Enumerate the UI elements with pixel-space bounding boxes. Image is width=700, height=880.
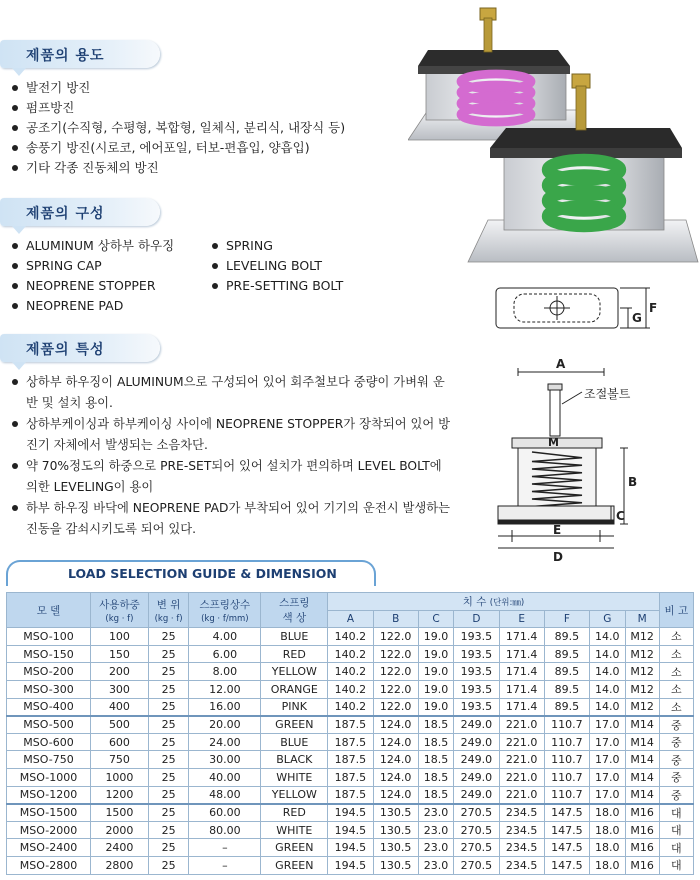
table-cell: M14 [625,768,659,786]
usage-item: 펌프방진 [12,98,345,118]
table-cell: 221.0 [499,733,544,751]
table-cell: 122.0 [373,645,418,663]
table-cell: 14.0 [590,645,626,663]
composition-item: NEOPRENE STOPPER [12,276,174,296]
product-photo [408,0,700,270]
table-cell: M16 [625,856,659,874]
table-cell: 150 [91,645,149,663]
table-cell: 234.5 [499,804,544,822]
table-cell: 23.0 [418,839,454,857]
table-cell: 171.4 [499,663,544,681]
table-cell: 187.5 [328,786,373,804]
table-cell: 300 [91,680,149,698]
table-cell: M14 [625,786,659,804]
th-model: 모 델 [7,593,91,628]
table-cell: 14.0 [590,663,626,681]
table-cell: 대 [659,821,693,839]
table-cell: 221.0 [499,786,544,804]
usage-item: 발전기 방진 [12,78,345,98]
table-cell: 140.2 [328,645,373,663]
table-cell: 17.0 [590,733,626,751]
load-guide-title: LOAD SELECTION GUIDE & DIMENSION [68,566,337,581]
table-cell: 중 [659,716,693,734]
table-cell: 249.0 [454,716,499,734]
features-list [12,372,452,540]
table-cell: MSO-1200 [7,786,91,804]
table-cell: 23.0 [418,821,454,839]
table-cell: 130.5 [373,856,418,874]
table-cell: 171.4 [499,645,544,663]
table-cell: 110.7 [544,716,589,734]
table-cell: 25 [148,856,188,874]
table-cell: 25 [148,680,188,698]
table-cell: 대 [659,839,693,857]
table-cell: 140.2 [328,698,373,716]
table-cell: 193.5 [454,663,499,681]
composition-item: ALUMINUM 상하부 하우징 [12,236,174,256]
table-row [7,645,694,663]
table-cell: YELLOW [261,786,328,804]
table-cell: 234.5 [499,839,544,857]
label-b: B [628,475,638,489]
table-cell: 249.0 [454,786,499,804]
table-cell: BLUE [261,628,328,646]
table-cell: M16 [625,804,659,822]
table-cell: 193.5 [454,645,499,663]
table-cell: 25 [148,751,188,769]
table-cell: 25 [148,786,188,804]
table-cell: 500 [91,716,149,734]
table-cell: 중 [659,768,693,786]
table-cell: 18.5 [418,751,454,769]
table-cell: 24.00 [189,733,261,751]
th-load: 사용하중 (kg · f) [91,593,149,628]
table-cell: 124.0 [373,733,418,751]
table-cell: 110.7 [544,768,589,786]
table-cell: MSO-300 [7,680,91,698]
table-cell: RED [261,804,328,822]
table-cell: 249.0 [454,751,499,769]
table-cell: 대 [659,804,693,822]
table-cell: 124.0 [373,768,418,786]
th-spring-const: 스프링상수 (kg · f/mm) [189,593,261,628]
table-row [7,768,694,786]
table-cell: 소 [659,663,693,681]
table-cell: 19.0 [418,663,454,681]
table-cell: M14 [625,751,659,769]
usage-list [12,78,345,178]
table-cell: 249.0 [454,733,499,751]
table-cell: 48.00 [189,786,261,804]
table-row [7,856,694,874]
label-f: F [649,301,658,315]
table-cell: 147.5 [544,839,589,857]
table-cell: WHITE [261,821,328,839]
table-cell: 17.0 [590,716,626,734]
table-cell: 18.0 [590,856,626,874]
table-cell: 2800 [91,856,149,874]
table-cell: 4.00 [189,628,261,646]
table-cell: PINK [261,698,328,716]
table-cell: 140.2 [328,663,373,681]
label-e: E [553,523,562,537]
table-cell: 23.0 [418,856,454,874]
composition-list-left [12,236,174,316]
table-cell: 17.0 [590,751,626,769]
table-row [7,751,694,769]
table-cell: 89.5 [544,645,589,663]
table-cell: 60.00 [189,804,261,822]
table-cell: 중 [659,786,693,804]
table-cell: MSO-2800 [7,856,91,874]
th-dim-e: E [499,610,544,628]
table-cell: MSO-400 [7,698,91,716]
table-cell: 187.5 [328,751,373,769]
table-cell: M12 [625,663,659,681]
table-cell: 147.5 [544,804,589,822]
table-cell: 30.00 [189,751,261,769]
table-cell: MSO-100 [7,628,91,646]
table-cell: 18.0 [590,821,626,839]
table-cell: 130.5 [373,839,418,857]
table-cell: 1200 [91,786,149,804]
section-header-usage [0,40,160,68]
table-cell: 193.5 [454,628,499,646]
table-cell: MSO-750 [7,751,91,769]
table-cell: 122.0 [373,663,418,681]
composition-item: PRE-SETTING BOLT [212,276,343,296]
table-cell: 18.0 [590,839,626,857]
table-cell: 12.00 [189,680,261,698]
table-cell: 122.0 [373,698,418,716]
table-cell: 18.5 [418,786,454,804]
table-cell: 중 [659,733,693,751]
table-cell: 8.00 [189,663,261,681]
load-guide-header [6,560,376,586]
table-cell: 19.0 [418,698,454,716]
table-cell: 270.5 [454,856,499,874]
table-cell: 25 [148,768,188,786]
table-cell: 16.00 [189,698,261,716]
table-cell: 89.5 [544,680,589,698]
table-cell: – [189,856,261,874]
table-cell: 124.0 [373,716,418,734]
table-cell: 171.4 [499,680,544,698]
table-cell: MSO-150 [7,645,91,663]
feature-item: 상하부케이싱과 하부케이싱 사이에 NEOPRENE STOPPER가 장착되어 있어 방진기 자체에서 발생되는 소음차단. [12,414,452,456]
table-cell: 147.5 [544,856,589,874]
th-dim-d: D [454,610,499,628]
table-cell: RED [261,645,328,663]
table-cell: MSO-600 [7,733,91,751]
section-header-features [0,334,160,362]
table-cell: MSO-1000 [7,768,91,786]
table-cell: 600 [91,733,149,751]
table-cell: 14.0 [590,698,626,716]
th-dim-b: B [373,610,418,628]
th-remark: 비 고 [659,593,693,628]
table-cell: WHITE [261,768,328,786]
table-cell: M14 [625,733,659,751]
mount-back [408,8,588,140]
table-cell: M12 [625,698,659,716]
table-cell: 110.7 [544,733,589,751]
label-d: D [553,550,563,564]
table-cell: 19.0 [418,680,454,698]
table-cell: – [189,839,261,857]
load-selection-table [6,592,694,875]
table-cell: 187.5 [328,716,373,734]
table-cell: 221.0 [499,751,544,769]
table-row [7,716,694,734]
composition-item: LEVELING BOLT [212,256,343,276]
table-cell: 25 [148,804,188,822]
table-cell: 6.00 [189,645,261,663]
table-cell: 소 [659,645,693,663]
table-cell: 750 [91,751,149,769]
table-row [7,821,694,839]
table-cell: BLACK [261,751,328,769]
th-dims: 치 수 (단위:㎜) [328,593,659,611]
table-cell: 14.0 [590,628,626,646]
table-cell: 25 [148,821,188,839]
table-cell: 18.0 [590,804,626,822]
table-cell: 1500 [91,804,149,822]
table-row [7,839,694,857]
table-cell: 25 [148,733,188,751]
table-cell: 18.5 [418,716,454,734]
table-cell: 234.5 [499,821,544,839]
table-cell: 소 [659,628,693,646]
label-g: G [632,311,642,325]
usage-item: 공조기(수직형, 수평형, 복합형, 일체식, 분리식, 내장식 등) [12,118,345,138]
th-dim-g: G [590,610,626,628]
table-cell: 25 [148,645,188,663]
table-cell: GREEN [261,716,328,734]
table-row [7,804,694,822]
table-cell: 193.5 [454,698,499,716]
usage-item: 기타 각종 진동체의 방진 [12,158,345,178]
feature-item: 상하부 하우징이 ALUMINUM으로 구성되어 있어 회주철보다 중량이 가벼워 운반 및 설치 용이. [12,372,452,414]
table-cell: 25 [148,716,188,734]
table-cell: 1000 [91,768,149,786]
label-a: A [556,357,566,371]
table-cell: M16 [625,821,659,839]
table-cell: 17.0 [590,768,626,786]
label-m: M [548,436,559,449]
table-cell: M16 [625,839,659,857]
table-cell: 221.0 [499,716,544,734]
label-c: C [616,509,625,523]
th-dim-c: C [418,610,454,628]
table-cell: 18.5 [418,733,454,751]
table-cell: 270.5 [454,804,499,822]
table-cell: 100 [91,628,149,646]
th-deflection: 변 위 (kg · f) [148,593,188,628]
table-cell: 89.5 [544,698,589,716]
composition-list-right [212,236,343,296]
label-callout: 조절볼트 [584,387,631,401]
table-cell: 2400 [91,839,149,857]
table-cell: 80.00 [189,821,261,839]
table-row [7,733,694,751]
table-cell: 400 [91,698,149,716]
dimension-diagram [478,280,700,565]
table-cell: 140.2 [328,680,373,698]
table-cell: 소 [659,680,693,698]
table-cell: 14.0 [590,680,626,698]
table-cell: GREEN [261,839,328,857]
table-cell: 110.7 [544,751,589,769]
table-cell: 200 [91,663,149,681]
table-cell: 25 [148,698,188,716]
table-cell: 124.0 [373,751,418,769]
table-cell: 194.5 [328,804,373,822]
table-cell: MSO-500 [7,716,91,734]
table-cell: 270.5 [454,839,499,857]
table-row [7,680,694,698]
table-cell: 194.5 [328,839,373,857]
table-cell: 187.5 [328,768,373,786]
table-cell: 270.5 [454,821,499,839]
table-cell: 122.0 [373,628,418,646]
table-cell: M12 [625,680,659,698]
table-cell: GREEN [261,856,328,874]
table-cell: 122.0 [373,680,418,698]
table-cell: 중 [659,751,693,769]
section-title-usage: 제품의 용도 [26,48,105,64]
table-cell: 19.0 [418,645,454,663]
table-cell: 25 [148,839,188,857]
section-title-composition: 제품의 구성 [26,206,105,222]
composition-item: NEOPRENE PAD [12,296,174,316]
th-spring-color: 스프링 색 상 [261,593,328,628]
table-cell: 19.0 [418,628,454,646]
table-cell: YELLOW [261,663,328,681]
table-cell: 2000 [91,821,149,839]
table-cell: 20.00 [189,716,261,734]
table-row [7,698,694,716]
table-cell: 124.0 [373,786,418,804]
table-cell: 130.5 [373,821,418,839]
table-cell: 147.5 [544,821,589,839]
table-cell: 25 [148,628,188,646]
table-cell: BLUE [261,733,328,751]
table-cell: 110.7 [544,786,589,804]
table-cell: 187.5 [328,733,373,751]
section-title-features: 제품의 특성 [26,342,105,358]
table-cell: 171.4 [499,698,544,716]
table-cell: 221.0 [499,768,544,786]
feature-item: 약 70%정도의 하중으로 PRE-SET되어 있어 설치가 편의하며 LEVEL BOLT에 의한 LEVELING이 용이 [12,456,452,498]
table-cell: 140.2 [328,628,373,646]
table-cell: MSO-2000 [7,821,91,839]
table-cell: M12 [625,645,659,663]
table-cell: 130.5 [373,804,418,822]
composition-item: SPRING [212,236,343,256]
table-cell: MSO-1500 [7,804,91,822]
table-cell: ORANGE [261,680,328,698]
th-dim-a: A [328,610,373,628]
table-cell: 25 [148,663,188,681]
table-cell: 40.00 [189,768,261,786]
table-cell: M14 [625,716,659,734]
table-cell: MSO-200 [7,663,91,681]
table-cell: 234.5 [499,856,544,874]
usage-item: 송풍기 방진(시로코, 에어포일, 터보-편흡입, 양흡입) [12,138,345,158]
table-cell: 89.5 [544,628,589,646]
table-row [7,786,694,804]
table-row [7,628,694,646]
table-cell: 194.5 [328,856,373,874]
feature-item: 하부 하우징 바닥에 NEOPRENE PAD가 부착되어 있어 기기의 운전시 발생하는 진동을 감쇠시키도록 되어 있다. [12,498,452,540]
section-header-composition [0,198,160,226]
table-cell: 대 [659,856,693,874]
th-dim-f: F [544,610,589,628]
table-cell: 249.0 [454,768,499,786]
table-cell: M12 [625,628,659,646]
table-cell: MSO-2400 [7,839,91,857]
table-cell: 193.5 [454,680,499,698]
th-dim-m: M [625,610,659,628]
table-cell: 194.5 [328,821,373,839]
table-cell: 18.5 [418,768,454,786]
table-cell: 89.5 [544,663,589,681]
table-cell: 171.4 [499,628,544,646]
table-row [7,663,694,681]
composition-item: SPRING CAP [12,256,174,276]
table-cell: 23.0 [418,804,454,822]
table-cell: 소 [659,698,693,716]
table-cell: 17.0 [590,786,626,804]
